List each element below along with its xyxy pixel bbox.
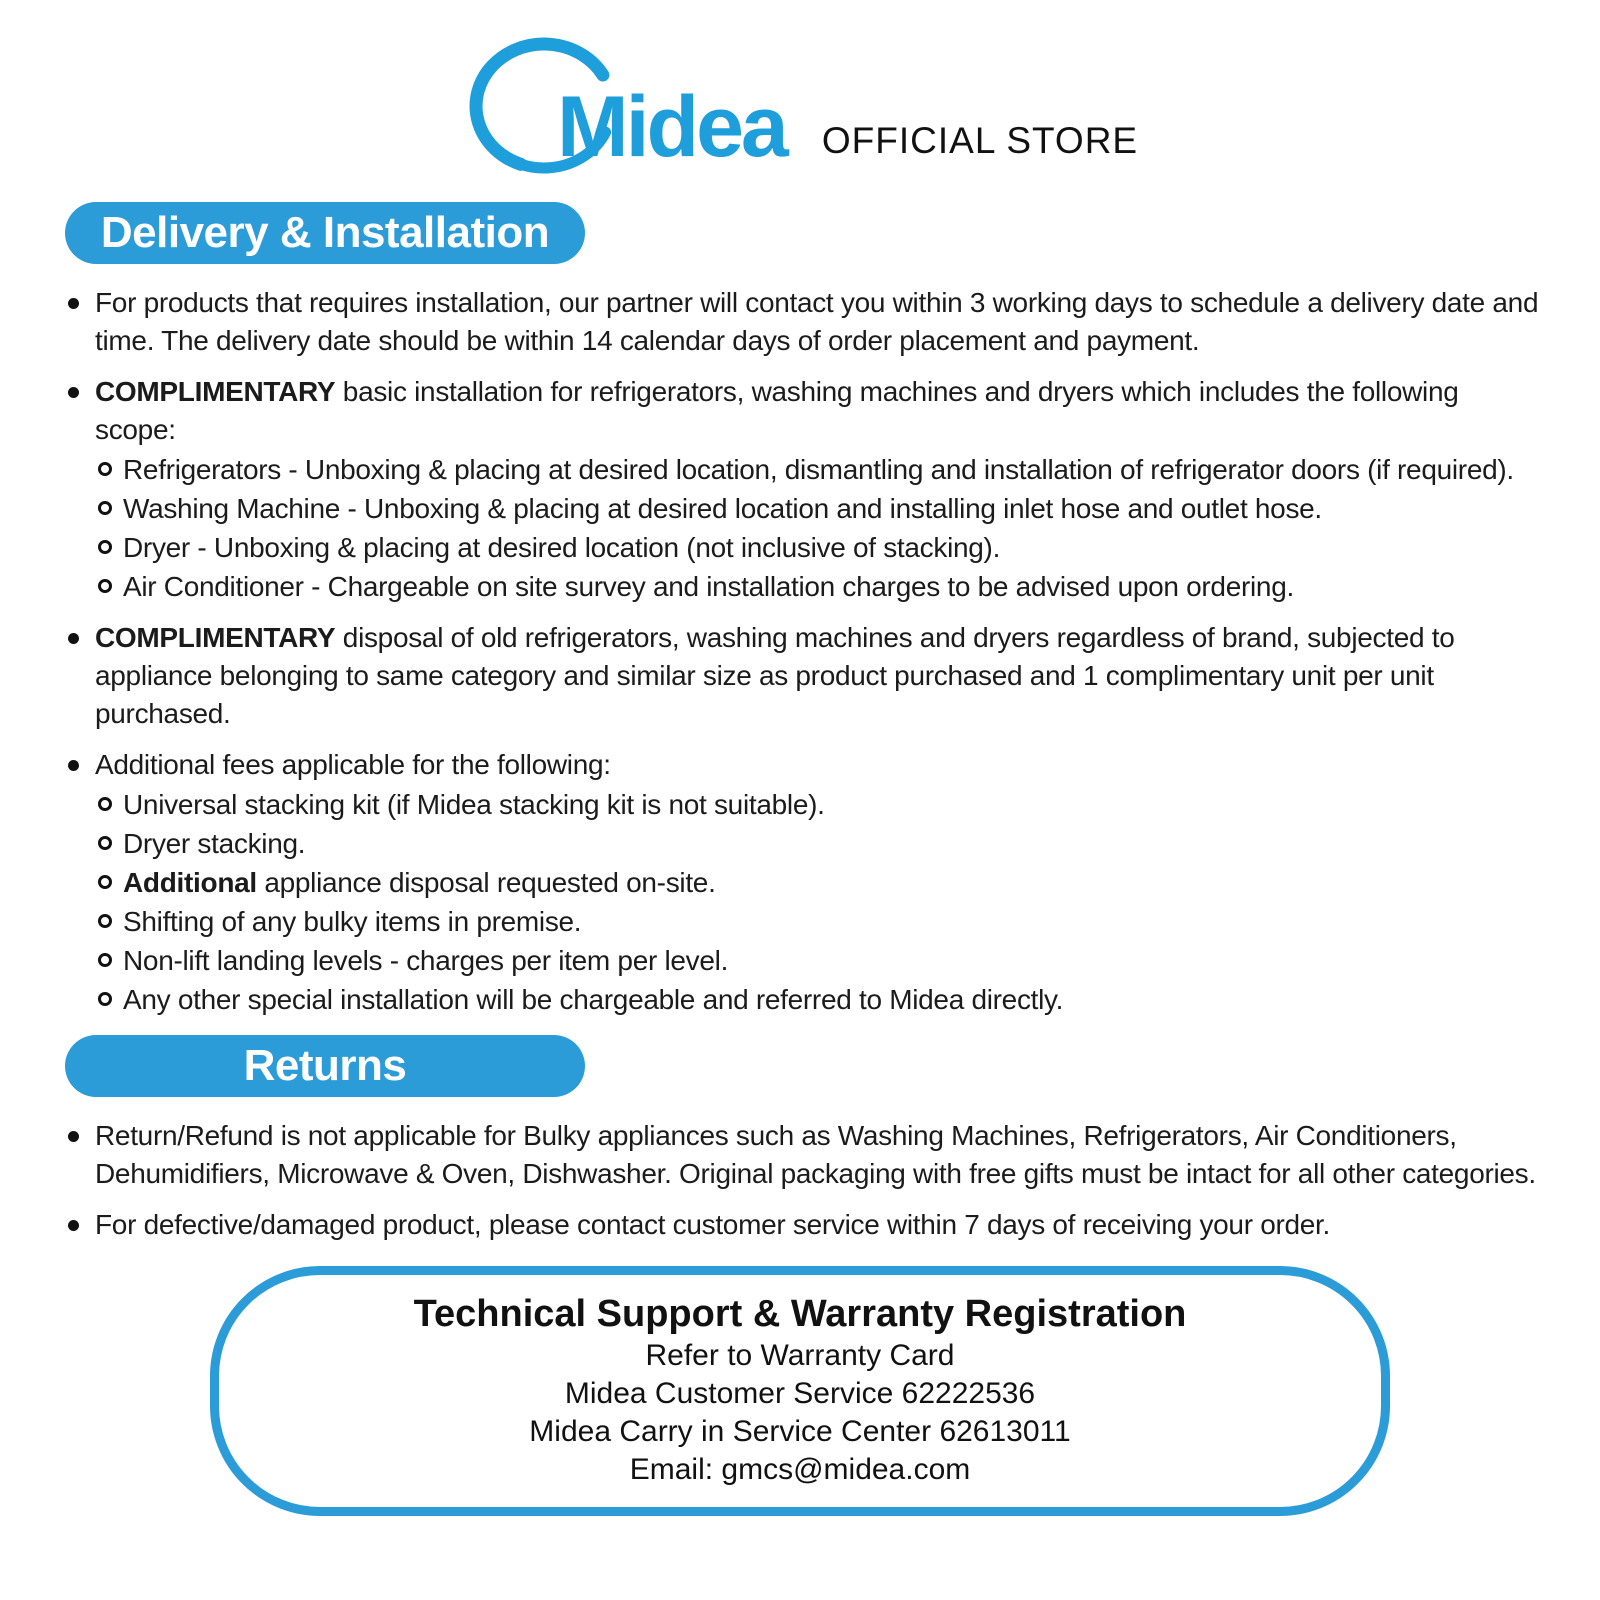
sub-bullet-item <box>95 786 1540 824</box>
sub-bullet-list <box>95 451 1540 606</box>
bullet-item <box>65 746 1540 1019</box>
sub-bullet-text <box>123 568 1540 606</box>
sub-bullet-text <box>123 786 1540 824</box>
header <box>0 0 1600 178</box>
sub-bullet-text <box>123 903 1540 941</box>
bullet-text <box>95 619 1540 733</box>
bold-text: COMPLIMENTARY <box>95 376 336 407</box>
support-box-lines <box>279 1337 1321 1489</box>
content <box>0 202 1600 1244</box>
sub-bullet-item <box>95 529 1540 567</box>
text: Additional fees applicable for the following: <box>95 749 611 780</box>
text: Air Conditioner - Chargeable on site survey and installation charges to be advised upon ordering. <box>123 571 1294 602</box>
sub-bullet-item <box>95 981 1540 1019</box>
sub-bullet-text <box>123 981 1540 1019</box>
support-box-title: Technical Support & Warranty Registration <box>413 1293 1187 1335</box>
bullet-item <box>65 373 1540 606</box>
sub-bullet-item <box>95 825 1540 863</box>
sub-bullet-text <box>123 864 1540 902</box>
sub-bullet-item <box>95 903 1540 941</box>
midea-logo <box>462 36 802 178</box>
section-delivery-installation <box>65 202 1540 1019</box>
bold-text: COMPLIMENTARY <box>95 622 336 653</box>
text: appliance disposal requested on-site. <box>256 867 716 898</box>
bullet-text <box>95 373 1540 449</box>
bold-text: Additional <box>123 867 257 898</box>
sub-bullet-text <box>123 825 1540 863</box>
section-returns <box>65 1035 1540 1244</box>
section-title-pill: Returns <box>65 1035 585 1097</box>
text: Non-lift landing levels - charges per item per level. <box>123 945 729 976</box>
sub-bullet-item <box>95 490 1540 528</box>
sub-bullet-text <box>123 529 1540 567</box>
text: Washing Machine - Unboxing & placing at desired location and installing inlet hose and outlet hose. <box>123 493 1322 524</box>
bullet-text <box>95 746 1540 784</box>
text: Any other special installation will be chargeable and referred to Midea directly. <box>123 984 1064 1015</box>
bullet-item <box>65 619 1540 733</box>
sub-bullet-text <box>123 451 1540 489</box>
returns-bullet-list <box>65 1117 1540 1244</box>
bullet-item <box>65 1117 1540 1193</box>
support-line: Email: gmcs@midea.com <box>629 1453 971 1486</box>
text: Return/Refund is not applicable for Bulky appliances such as Washing Machines, Refrigerators, Air Conditioners, Dehumidifiers, Microwave & Oven, Dishwasher. Original packaging with free gifts must be intact for all other categories. <box>95 1120 1536 1189</box>
section-title-pill: Delivery & Installation <box>65 202 585 264</box>
text: basic installation for refrigerators, washing machines and dryers which includes the following scope: <box>95 376 1459 445</box>
sub-bullet-item <box>95 864 1540 902</box>
text: For products that requires installation, our partner will contact you within 3 working days to schedule a delivery date and time. The delivery date should be within 14 calendar days of order placement and payment. <box>95 287 1539 356</box>
delivery-installation-bullet-list <box>65 284 1540 1019</box>
brand-wordmark: Midea <box>556 79 786 175</box>
support-line: Midea Carry in Service Center 62613011 <box>529 1415 1071 1448</box>
support-line: Midea Customer Service 62222536 <box>564 1377 1036 1410</box>
bullet-text <box>95 1117 1540 1193</box>
sub-bullet-item <box>95 942 1540 980</box>
bullet-text <box>95 284 1540 360</box>
text: For defective/damaged product, please contact customer service within 7 days of receiving your order. <box>95 1209 1331 1240</box>
text: Universal stacking kit (if Midea stacking kit is not suitable). <box>123 789 825 820</box>
sub-bullet-list <box>95 786 1540 1019</box>
text: Refrigerators - Unboxing & placing at desired location, dismantling and installation of refrigerator doors (if required). <box>123 454 1514 485</box>
sub-bullet-text <box>123 942 1540 980</box>
text: Dryer - Unboxing & placing at desired location (not inclusive of stacking). <box>123 532 1001 563</box>
support-line: Refer to Warranty Card <box>645 1339 955 1372</box>
bullet-text <box>95 1206 1540 1244</box>
support-box <box>210 1266 1390 1516</box>
store-label: OFFICIAL STORE <box>821 120 1139 161</box>
text: disposal of old refrigerators, washing machines and dryers regardless of brand, subjected to appliance belonging to same category and similar size as product purchased and 1 complimentary unit per unit purchased. <box>95 622 1455 729</box>
text: Shifting of any bulky items in premise. <box>123 906 582 937</box>
text: Dryer stacking. <box>123 828 306 859</box>
bullet-item <box>65 1206 1540 1244</box>
sub-bullet-item <box>95 451 1540 489</box>
bullet-item <box>65 284 1540 360</box>
sub-bullet-item <box>95 568 1540 606</box>
sub-bullet-text <box>123 490 1540 528</box>
